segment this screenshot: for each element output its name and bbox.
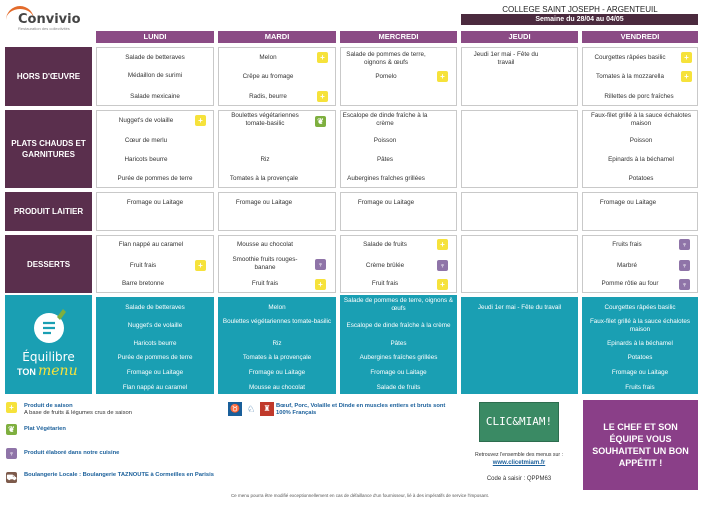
cell-hors-lundi (96, 47, 214, 106)
menu-item: Fruit frais (371, 280, 399, 287)
equilibre-item: Flan nappé au caramel (122, 384, 188, 391)
menu-item: Salade de betteraves (125, 54, 185, 61)
equilibre-item: Escalope de dinde fraîche à la crème (346, 322, 451, 329)
equilibre-fork-icon (5, 295, 92, 394)
menu-item: Faux-filet grillé à la sauce échalotes maison (590, 112, 692, 127)
footer-disclaimer: Ce menu pourra être modifié exceptionnellement en cas de défaillance d'un fournisseur, lié à des impératifs de service l'imposant. (230, 493, 490, 498)
menu-item: Courgettes râpées basilic (594, 54, 666, 61)
seasonal-product-icon: + (317, 91, 328, 102)
vegetarian-leaf-icon: ❦ (315, 116, 326, 127)
holiday-note: Jeudi 1er mai - Fête du travail (473, 51, 539, 66)
homemade-whisk-icon: ♆ (437, 260, 448, 271)
menu-item: Rillettes de porc fraîches (604, 93, 674, 100)
cell-hors-mardi (218, 47, 336, 106)
row-header-plats-chauds: PLATS CHAUDS ET GARNITURES (5, 110, 92, 188)
week-range: Semaine du 28/04 au 04/05 (461, 14, 698, 25)
menu-item: Salade de fruits (363, 241, 407, 248)
row-header-produit-laitier: PRODUIT LAITIER (5, 192, 92, 231)
equilibre-col-vendredi (582, 297, 698, 394)
equilibre-item: Pâtes (390, 340, 407, 347)
cell-laitier-vendredi (582, 192, 698, 231)
homemade-whisk-icon: ♆ (315, 259, 326, 270)
equilibre-item: Aubergines fraîches grillées (359, 354, 438, 361)
chef-message: LE CHEF ET SON ÉQUIPE VOUS SOUHAITENT UN BON APPÉTIT ! (583, 400, 698, 490)
seasonal-product-icon: + (437, 71, 448, 82)
cell-desserts-lundi (96, 235, 214, 293)
menu-item: Riz (260, 156, 270, 163)
cell-desserts-mercredi (340, 235, 457, 293)
equilibre-logo-panel (5, 295, 92, 394)
legend-vegetarian-title: Plat Végétarien (24, 426, 66, 432)
day-header-jeudi: JEUDI (461, 31, 578, 43)
equilibre-item: Nugget's de volaille (127, 322, 183, 329)
menu-item: Poisson (629, 137, 653, 144)
menu-item: Salade de pommes de terre, oignons & œufs (346, 51, 426, 66)
homemade-whisk-icon: ♆ (679, 239, 690, 250)
menu-item: Haricots beurre (124, 156, 168, 163)
clic-miam-text: Retrouvez l'ensemble des menus sur : (474, 452, 564, 458)
menu-item: Mousse au chocolat (236, 241, 293, 248)
cell-hors-vendredi (582, 47, 698, 106)
cell-plats-mercredi (340, 110, 457, 188)
logo-subtitle: Restauration des collectivités (18, 26, 70, 31)
logo-text: Convivio (18, 12, 81, 27)
legend-seasonal-desc: A base de fruits & légumes crus de saison (24, 410, 132, 416)
legend-homemade-icon: ♆ (6, 448, 17, 459)
equilibre-item: Riz (272, 340, 282, 347)
day-header-mercredi: MERCREDI (340, 31, 457, 43)
seasonal-product-icon: + (681, 52, 692, 63)
cell-plats-jeudi (461, 110, 578, 188)
row-header-hors-doeuvre: HORS D'ŒUVRE (5, 47, 92, 106)
menu-item: Crème brûlée (365, 262, 405, 269)
day-header-mardi: MARDI (218, 31, 336, 43)
cell-plats-mardi (218, 110, 336, 188)
cell-plats-lundi (96, 110, 214, 188)
equilibre-item: Haricots beurre (133, 340, 177, 347)
menu-item: Nugget's de volaille (118, 117, 174, 124)
equilibre-item: Faux-filet grillé à la sauce échalotes maison (589, 318, 691, 333)
legend-bakery-icon: ⛟ (6, 472, 17, 482)
menu-item: Pomme rôtie au four (601, 280, 659, 287)
menu-item: Barre bretonne (121, 280, 164, 287)
homemade-whisk-icon: ♆ (679, 260, 690, 271)
equilibre-item: Fromage ou Laitage (611, 369, 669, 376)
menu-item: Escalope de dinde fraîche à la crème (342, 112, 428, 127)
menu-item: Fromage ou Laitage (599, 199, 657, 206)
menu-item: Smoothie fruits rouges-banane (232, 256, 298, 271)
legend-seasonal-icon: + (6, 402, 17, 413)
seasonal-product-icon: + (437, 279, 448, 290)
beef-icon: ♉ (228, 402, 242, 416)
seasonal-product-icon: + (195, 260, 206, 271)
menu-item: Cœur de merlu (124, 137, 168, 144)
equilibre-item: Boulettes végétariennes tomate-basilic (222, 318, 332, 325)
clic-miam-code: Code à saisir : QPPM63 (486, 476, 552, 482)
equilibre-menu: menu (38, 363, 78, 379)
equilibre-item: Purée de pommes de terre (117, 354, 193, 361)
equilibre-item: Salade de pommes de terre, oignons & œufs (343, 297, 454, 312)
menu-item: Pâtes (376, 156, 394, 163)
cell-laitier-lundi (96, 192, 214, 231)
menu-item: Fromage ou Laitage (126, 199, 184, 206)
equilibre-ton: TON (17, 367, 36, 377)
cell-desserts-jeudi (461, 235, 578, 293)
equilibre-item: Fromage ou Laitage (370, 369, 427, 376)
equilibre-item: Mousse au chocolat (248, 384, 305, 391)
legend-bakery-title: Boulangerie Locale : Boulangerie TAZNOUTE à Cormeilles en Parisis (24, 472, 214, 478)
school-name: COLLEGE SAINT JOSEPH - ARGENTEUIL (502, 5, 658, 14)
cell-hors-mercredi (340, 47, 457, 106)
seasonal-product-icon: + (437, 239, 448, 250)
menu-item: Marbré (617, 262, 637, 269)
convivio-logo (6, 6, 81, 34)
cell-desserts-vendredi (582, 235, 698, 293)
clic-miam-logo: CLIC&MIAM! (479, 402, 559, 442)
legend-seasonal-title: Produit de saison (24, 403, 73, 409)
menu-item: Radis, beurre (249, 93, 287, 100)
seasonal-product-icon: + (315, 279, 326, 290)
menu-item: Purée de pommes de terre (117, 175, 193, 182)
day-header-vendredi: VENDREDI (582, 31, 698, 43)
seasonal-product-icon: + (317, 52, 328, 63)
day-header-lundi: LUNDI (96, 31, 214, 43)
menu-item: Pomelo (375, 73, 397, 80)
menu-item: Médaillon de surimi (127, 72, 183, 79)
menu-item: Fruit frais (251, 280, 279, 287)
equilibre-item: Salade de betteraves (125, 304, 185, 311)
menu-item: Crêpe au fromage (242, 73, 294, 80)
legend-vegetarian-icon: ❦ (6, 424, 17, 435)
seasonal-product-icon: + (195, 115, 206, 126)
cell-desserts-mardi (218, 235, 336, 293)
equilibre-col-lundi (96, 297, 214, 394)
menu-item: Potatoes (628, 175, 654, 182)
menu-item: Melon (259, 54, 277, 61)
menu-item: Epinards à la béchamel (608, 156, 674, 163)
homemade-whisk-icon: ♆ (679, 279, 690, 290)
equilibre-item: Jeudi 1er mai - Fête du travail (477, 304, 562, 311)
cell-plats-vendredi (582, 110, 698, 188)
cell-laitier-mardi (218, 192, 336, 231)
legend-homemade-title: Produit élaboré dans notre cuisine (24, 450, 120, 456)
equilibre-col-mercredi (340, 295, 457, 394)
menu-item: Fromage ou Laitage (235, 199, 293, 206)
equilibre-word: Équilibre (22, 350, 75, 364)
equilibre-item: Melon (268, 304, 286, 311)
menu-item: Salade mexicaine (130, 93, 180, 100)
legend-seasonal (24, 403, 224, 417)
equilibre-item: Potatoes (627, 354, 653, 361)
cell-laitier-mercredi (340, 192, 457, 231)
equilibre-item: Salade de fruits (376, 384, 421, 391)
row-header-desserts: DESSERTS (5, 235, 92, 293)
menu-item: Fromage ou Laitage (357, 199, 415, 206)
equilibre-item: Fruits frais (625, 384, 655, 391)
pig-icon: ♜ (260, 402, 274, 416)
equilibre-item: Tomates à la provençale (242, 354, 312, 361)
meat-origin-text: Bœuf, Porc, Volaille et Dinde en muscles entiers et bruts sont 100% Français (276, 403, 446, 416)
equilibre-item: Courgettes râpées basilic (604, 304, 676, 311)
menu-item: Boulettes végétariennes tomate-basilic (231, 112, 299, 127)
equilibre-col-jeudi (461, 297, 578, 394)
meat-origin-icons (228, 402, 276, 418)
menu-item: Poisson (373, 137, 397, 144)
menu-item: Fruits frais (612, 241, 642, 248)
menu-item: Flan nappé au caramel (118, 241, 184, 248)
equilibre-item: Fromage ou Laitage (126, 369, 184, 376)
equilibre-col-mardi (218, 297, 336, 394)
menu-item: Fruit frais (129, 262, 157, 269)
cell-hors-jeudi (461, 47, 578, 106)
equilibre-item: Epinards à la béchamel (607, 340, 673, 347)
equilibre-item: Fromage ou Laitage (248, 369, 306, 376)
seasonal-product-icon: + (681, 71, 692, 82)
cell-laitier-jeudi (461, 192, 578, 231)
clic-miam-link[interactable]: www.clicetmiam.fr (492, 460, 546, 466)
menu-item: Aubergines fraîches grillées (347, 175, 425, 182)
menu-item: Tomates à la mozzarella (596, 73, 664, 80)
menu-item: Tomates à la provençale (229, 175, 299, 182)
chicken-icon: ♘ (244, 402, 258, 416)
